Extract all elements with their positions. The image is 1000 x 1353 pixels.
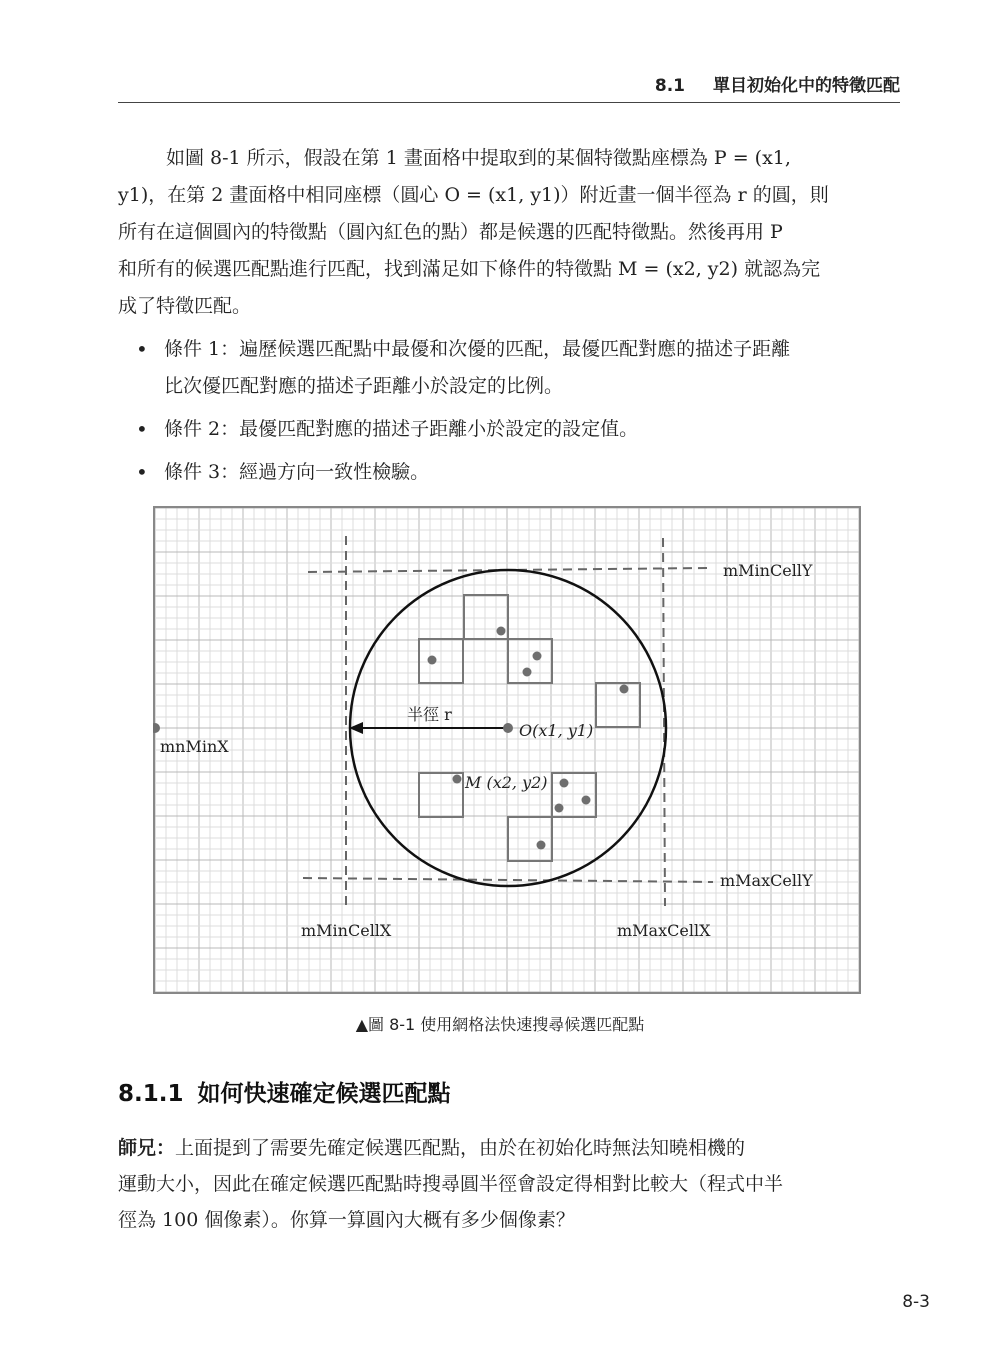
candidate-point bbox=[523, 668, 532, 677]
conditions-list bbox=[118, 331, 900, 491]
candidate-cell bbox=[596, 683, 640, 727]
min-x-point bbox=[153, 723, 160, 733]
candidate-cell bbox=[508, 639, 552, 683]
match-label: M (x2, y2) bbox=[465, 773, 548, 792]
condition-3-text: 條件 3：經過方向一致性檢驗。 bbox=[164, 461, 430, 483]
condition-1-line-2: 比次優匹配對應的描述子距離小於設定的比例。 bbox=[164, 375, 564, 397]
candidate-point bbox=[497, 627, 506, 636]
condition-1-line-1: 條件 1：遍歷候選匹配點中最優和次優的匹配，最優匹配對應的描述子距離 bbox=[164, 338, 791, 360]
min-cell-y-label: mMinCellY bbox=[723, 561, 813, 580]
condition-item-1 bbox=[118, 331, 900, 405]
intro-line-2: y1)，在第 2 畫面格中相同座標（圓心 O = (x1, y1)）附近畫一個半徑為 r 的圓，則 bbox=[118, 184, 829, 206]
intro-line-5: 成了特徵匹配。 bbox=[118, 295, 252, 317]
candidate-point bbox=[533, 652, 542, 661]
figure-caption: ▲圖 8-1 使用網格法快速搜尋候選匹配點 bbox=[355, 1015, 645, 1034]
dialog-speaker: 師兄： bbox=[118, 1137, 176, 1159]
candidate-point bbox=[582, 796, 591, 805]
candidate-point bbox=[620, 685, 629, 694]
condition-2-text: 條件 2：最優匹配對應的描述子距離小於設定的設定值。 bbox=[164, 418, 639, 440]
candidate-cell bbox=[508, 817, 552, 861]
candidate-point bbox=[537, 841, 546, 850]
intro-line-1: 如圖 8-1 所示，假設在第 1 畫面格中提取到的某個特徵點座標為 P = (x1, bbox=[166, 147, 791, 169]
center-label: O(x1, y1) bbox=[519, 721, 594, 740]
max-cell-x-label: mMaxCellX bbox=[617, 921, 711, 940]
header-section-title: 單目初始化中的特徵匹配 bbox=[713, 76, 900, 96]
radius-label: 半徑 r bbox=[407, 705, 452, 724]
section-title: 如何快速確定候選匹配點 bbox=[197, 1081, 451, 1107]
running-header bbox=[118, 72, 900, 103]
header-section-number: 8.1 bbox=[654, 76, 685, 96]
candidate-point bbox=[560, 779, 569, 788]
min-x-label: mnMinX bbox=[160, 737, 229, 756]
page-number: 8-3 bbox=[902, 1292, 930, 1312]
condition-item-3 bbox=[118, 454, 900, 491]
match-point bbox=[453, 775, 462, 784]
intro-line-3: 所有在這個圓內的特徵點（圓內紅色的點）都是候選的匹配特徵點。然後再用 P bbox=[118, 221, 783, 243]
intro-paragraph bbox=[118, 140, 900, 325]
dialog-line-2: 運動大小，因此在確定候選匹配點時搜尋圓半徑會設定得相對比較大（程式中半 bbox=[118, 1173, 784, 1195]
candidate-point bbox=[428, 656, 437, 665]
condition-item-2 bbox=[118, 411, 900, 448]
grid-search-figure bbox=[153, 506, 861, 994]
section-number: 8.1.1 bbox=[118, 1081, 184, 1107]
center-point bbox=[503, 723, 513, 733]
intro-line-4: 和所有的候選匹配點進行匹配，找到滿足如下條件的特徵點 M = (x2, y2) 就認為完 bbox=[118, 258, 821, 280]
dialog-line-1: 上面提到了需要先確定候選匹配點，由於在初始化時無法知曉相機的 bbox=[175, 1137, 746, 1159]
max-cell-y-label: mMaxCellY bbox=[720, 871, 813, 890]
section-heading bbox=[118, 1075, 451, 1108]
grid-figure-svg bbox=[153, 506, 861, 994]
candidate-point bbox=[555, 804, 564, 813]
dialog-paragraph bbox=[118, 1130, 900, 1238]
min-cell-x-label: mMinCellX bbox=[301, 921, 392, 940]
intro-paragraph-block bbox=[118, 140, 900, 497]
dialog-line-3: 徑為 100 個像素）。你算一算圓內大概有多少個像素？ bbox=[118, 1209, 575, 1231]
